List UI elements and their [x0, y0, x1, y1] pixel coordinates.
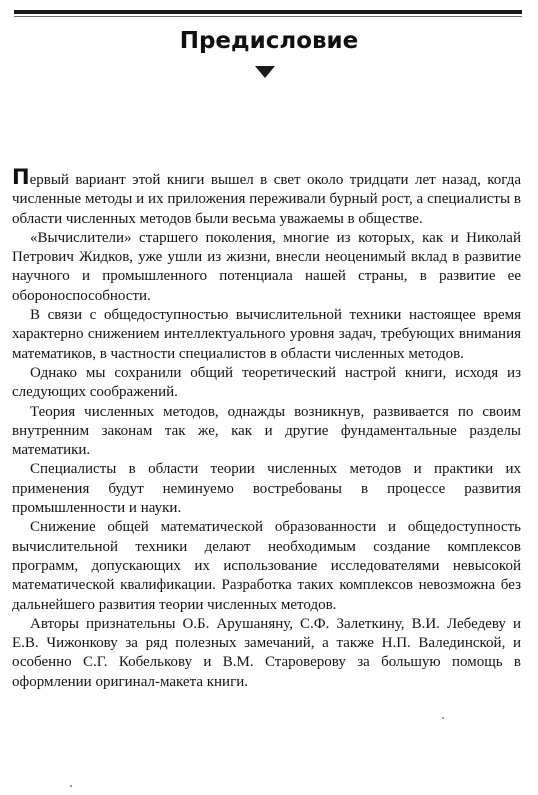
drop-cap: П: [12, 165, 30, 189]
paragraph-3: В связи с общедоступностью вычислительной техники настоящее время характерно снижением интеллектуального уровня задач, требующих внимания математиков, в частности специалистов в области численных методов.: [12, 307, 521, 362]
page-title: Предисловие: [179, 28, 359, 54]
scan-speck: [442, 717, 444, 719]
header-rule-thin: [14, 16, 522, 17]
scan-speck: [70, 785, 72, 787]
paragraph-1: [12, 165, 521, 229]
paragraph-8: Авторы признательны О.Б. Арушаняну, С.Ф. Залеткину, В.И. Лебедеву и Е.В. Чижонкову за ряд полезных замечаний, а также Н.П. Валединской, и особенно С.Г. Кобелькову и В.М. Староверову за большую помощь в оформлении оригинал-макета книги.: [12, 615, 521, 690]
paragraph-1-text: ервый вариант этой книги вышел в свет около тридцати лет назад, когда численные методы и их приложения переживали бурный рост, а специалисты в области численных методов были весьма уважаемы в обществе.: [12, 172, 521, 227]
paragraph-2: «Вычислители» старшего поколения, многие из которых, как и Николай Петрович Жидков, уже ушли из жизни, внесли неоценимый вклад в развитие научного и промышленного потенциала нашей страны, в развитие ее обороноспособности.: [12, 229, 521, 304]
paragraph-6: Специалисты в области теории численных методов и практики их применения будут неминуемо востребованы в процессе развития промышленности и науки.: [12, 461, 521, 517]
paragraph-7: Снижение общей математической образованности и общедоступность вычислительной техники делают необходимым создание комплексов программ, допускающих их использование исследователями невысокой математической квалификации. Разработка таких комплексов невозможна без дальнейшего развития теории численных методов.: [12, 519, 521, 613]
header-rule-thick: [14, 10, 522, 14]
paragraph-5: Теория численных методов, однажды возникнув, развивается по своим внутренним законам так же, как и другие фундаментальные разделы математики.: [12, 403, 521, 459]
preface-body: [12, 165, 521, 692]
paragraph-4: Однако мы сохранили общий теоретический настрой книги, исходя из следующих соображений.: [12, 364, 521, 401]
down-triangle-icon: [255, 66, 275, 78]
